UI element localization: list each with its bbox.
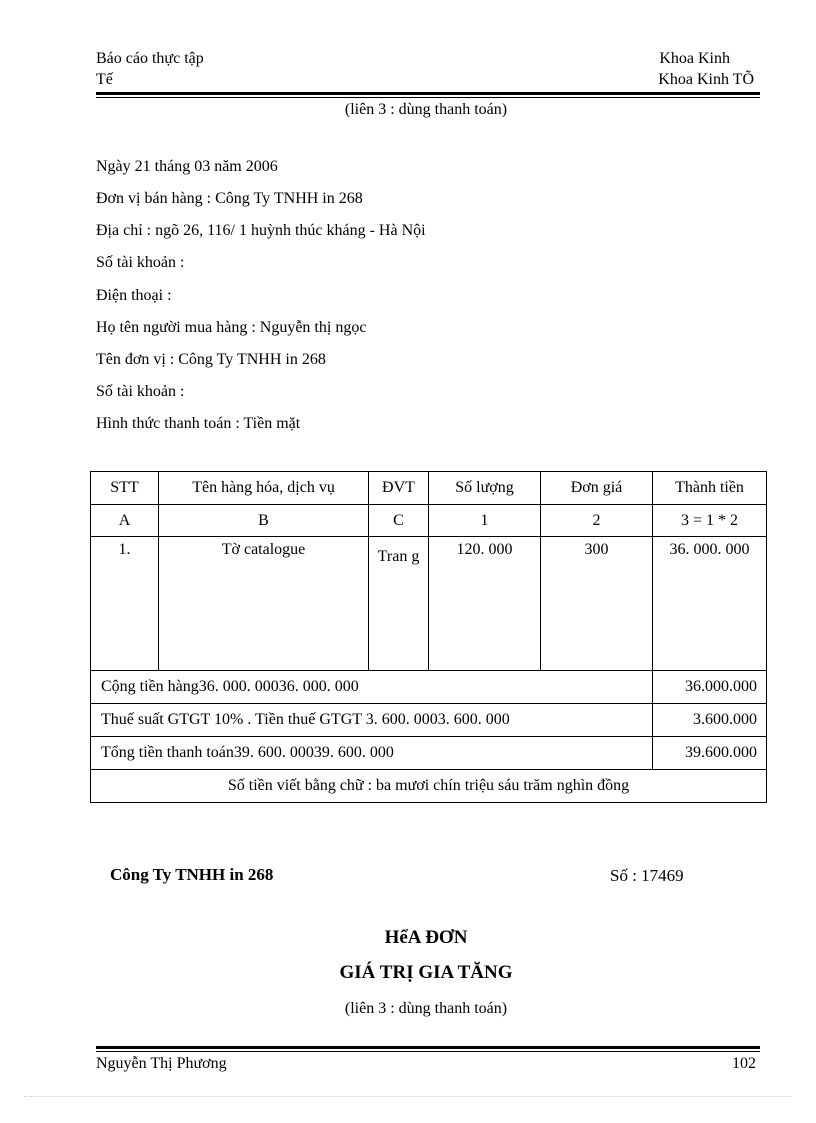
info-payment-method: Hình thức thanh toán : Tiền mặt xyxy=(96,415,301,432)
total-goods-value: 36.000.000 xyxy=(653,671,767,704)
code-3: 3 = 1 * 2 xyxy=(653,505,767,537)
item-quantity: 120. 000 xyxy=(429,537,541,671)
copy-note-bottom: (liên 3 : dùng thanh toán) xyxy=(344,1000,508,1017)
copy-note-top: (liên 3 : dùng thanh toán) xyxy=(344,101,508,118)
total-goods-label: Cộng tiền hàng36. 000. 00036. 000. 000 xyxy=(91,671,653,704)
header-left-line2: Tế xyxy=(96,71,113,88)
header-right-line2: Khoa Kinh TÕ xyxy=(658,71,754,88)
header-right-line1: Khoa Kinh xyxy=(659,50,730,67)
col-header-stt: STT xyxy=(91,472,159,505)
total-row-vat xyxy=(91,704,767,737)
header-left-line1: Báo cáo thực tập xyxy=(96,50,204,67)
header-rule-thin xyxy=(96,97,760,98)
col-header-name: Tên hàng hóa, dịch vụ xyxy=(159,472,369,505)
item-unit: Tran g xyxy=(369,537,429,671)
footer-rule-thick xyxy=(96,1046,760,1049)
info-seller: Đơn vị bán hàng : Công Ty TNHH in 268 xyxy=(96,190,363,207)
item-price: 300 xyxy=(541,537,653,671)
invoice-subtitle: GIÁ TRỊ GIA TĂNG xyxy=(339,962,513,983)
col-header-price: Đơn giá xyxy=(541,472,653,505)
info-address: Địa chỉ : ngõ 26, 116/ 1 huỳnh thúc kháng - Hà Nội xyxy=(96,222,426,239)
footer-rule-thin xyxy=(96,1051,760,1052)
code-2: 2 xyxy=(541,505,653,537)
amount-in-words-row xyxy=(91,770,767,803)
footer-page-number: 102 xyxy=(732,1055,756,1072)
invoice-title: HểA ĐƠN xyxy=(384,927,468,948)
info-date: Ngày 21 tháng 03 năm 2006 xyxy=(96,158,278,175)
table-header-row xyxy=(91,472,767,505)
info-unit: Tên đơn vị : Công Ty TNHH in 268 xyxy=(96,351,326,368)
header-rule-thick xyxy=(96,92,760,95)
total-grand-label: Tổng tiền thanh toán39. 600. 00039. 600. 000 xyxy=(91,737,653,770)
table-code-row xyxy=(91,505,767,537)
amount-in-words: Số tiền viết bằng chữ : ba mươi chín triệu sáu trăm nghìn đồng xyxy=(91,770,767,803)
total-vat-label: Thuế suất GTGT 10% . Tiền thuế GTGT 3. 600. 0003. 600. 000 xyxy=(91,704,653,737)
item-name: Tờ catalogue xyxy=(159,537,369,671)
total-grand-value: 39.600.000 xyxy=(653,737,767,770)
info-buyer-account: Số tài khoản : xyxy=(96,383,185,400)
code-c: C xyxy=(369,505,429,537)
code-a: A xyxy=(91,505,159,537)
info-phone: Điện thoại : xyxy=(96,287,172,304)
total-vat-value: 3.600.000 xyxy=(653,704,767,737)
code-1: 1 xyxy=(429,505,541,537)
item-amount: 36. 000. 000 xyxy=(653,537,767,671)
invoice-number: Số : 17469 xyxy=(610,866,684,885)
total-row-grand xyxy=(91,737,767,770)
info-buyer: Họ tên người mua hàng : Nguyễn thị ngọc xyxy=(96,319,367,336)
item-stt: 1. xyxy=(91,537,159,671)
col-header-quantity: Số lượng xyxy=(429,472,541,505)
info-account: Số tài khoản : xyxy=(96,254,185,271)
code-b: B xyxy=(159,505,369,537)
table-row xyxy=(91,537,767,671)
company-name: Công Ty TNHH in 268 xyxy=(110,865,274,884)
total-row-goods xyxy=(91,671,767,704)
footer-author: Nguyễn Thị Phương xyxy=(96,1055,227,1072)
col-header-unit: ĐVT xyxy=(369,472,429,505)
invoice-table xyxy=(90,471,767,803)
page-edge-divider xyxy=(24,1096,792,1097)
col-header-amount: Thành tiền xyxy=(653,472,767,505)
